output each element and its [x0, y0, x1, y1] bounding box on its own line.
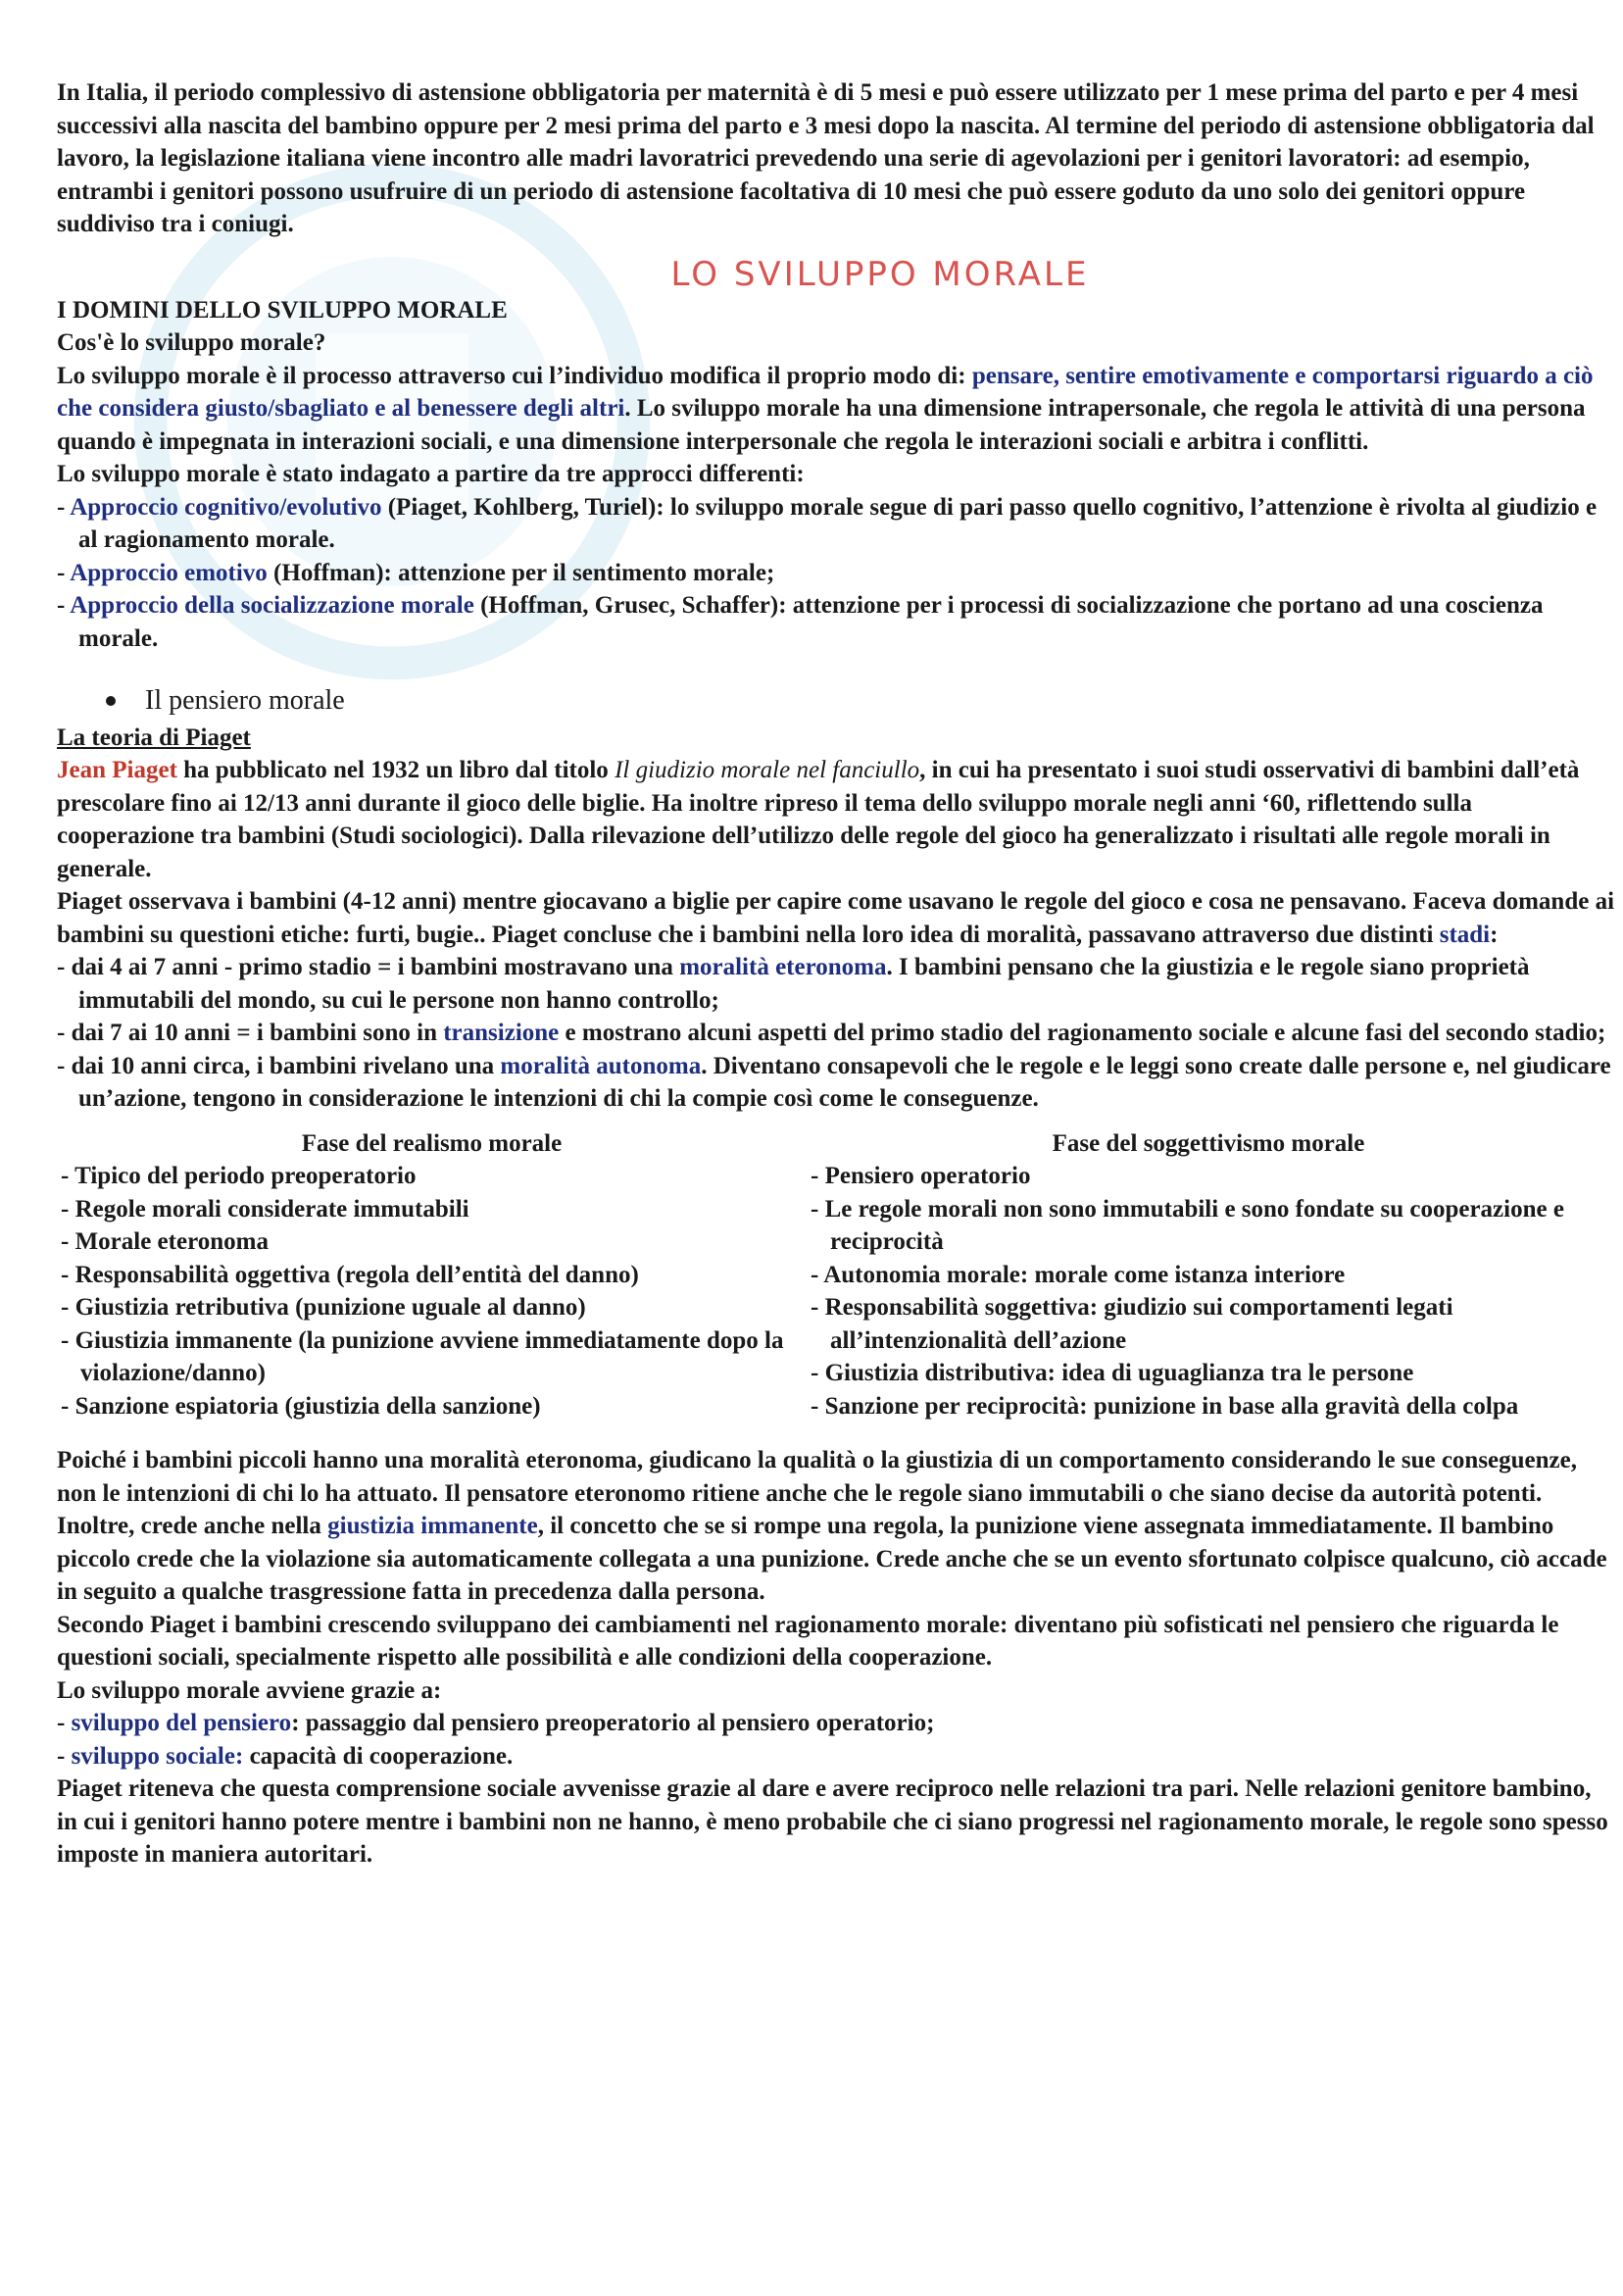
- subheading-piaget: La teoria di Piaget: [57, 724, 251, 751]
- approach-name: Approccio cognitivo/evolutivo: [70, 493, 382, 521]
- list-dash: -: [57, 559, 71, 586]
- page-title: LO SVILUPPO MORALE: [670, 254, 1090, 294]
- phase-item: - Regole morali considerate immutabili: [61, 1195, 469, 1223]
- phases-columns: [57, 1127, 1615, 1423]
- c1-text-a: Poiché i bambini piccoli hanno una moralità eteronoma, giudicano la qualità o la giustizia di un comportamento considerando le sue conseguenze, non le intenzioni di chi lo ha attuato. Il pensatore eteronomo ritiene anche che le regole siano immutabili o che siano decise da autorità potenti. Inoltre, crede anche nella: [57, 1447, 1578, 1539]
- approach-name: Approccio emotivo: [70, 559, 268, 586]
- stage-text-b: . Diventano consapevoli che le regole e le leggi sono create dalle persone e, nel giudicare un’azione, tengono in considerazione le intenzioni di chi la compie così come le conseguenze.: [78, 1052, 1611, 1112]
- author-name: Jean Piaget: [57, 757, 177, 783]
- list-item-development: [57, 1707, 1615, 1740]
- phase-item: - Giustizia retributiva (punizione uguale al danno): [61, 1294, 586, 1321]
- bullet-heading-text: Il pensiero morale: [145, 685, 345, 716]
- development-name: sviluppo del pensiero: [71, 1710, 292, 1736]
- list-item-development: [57, 1740, 1615, 1773]
- p2-text-b: :: [1490, 921, 1499, 948]
- phase-item: - Morale eteronoma: [61, 1228, 269, 1255]
- section-heading: I DOMINI DELLO SVILUPPO MORALE: [57, 296, 508, 324]
- development-desc: : passaggio dal pensiero preoperatorio al pensiero operatorio;: [291, 1710, 935, 1736]
- list-dash: -: [57, 1020, 72, 1046]
- approach-desc: (Piaget, Kohlberg, Turiel): lo sviluppo morale segue di pari passo quello cognitivo, l’attenzione è rivolta al giudizio e al ragionamento morale.: [78, 493, 1598, 553]
- c1-text-b: , il concetto che se si rompe una regola, la punizione viene assegnata immediatamente. Il bambino piccolo crede che la violazione sia automaticamente collegata a una punizione. Crede anche che se un evento sfortunato colpisce qualcuno, ciò accade in seguito a qualche trasgressione fatta in precedenza dalla persona.: [57, 1513, 1607, 1605]
- definition-text-a: Lo sviluppo morale è il processo attraverso cui l’individuo modifica il proprio modo di:: [57, 362, 972, 389]
- phase-item: - Le regole morali non sono immutabili e sono fondate su cooperazione e reciprocità: [811, 1195, 1564, 1255]
- approaches-intro: Lo sviluppo morale è stato indagato a partire da tre approcci differenti:: [57, 461, 805, 487]
- conclusion-paragraph-3: Lo sviluppo morale avviene grazie a:: [57, 1676, 442, 1704]
- p2-text-a: Piaget osservava i bambini (4-12 anni) mentre giocavano a biglie per capire come usavano le regole del gioco e cosa ne pensavano. Faceva domande ai bambini su questioni etiche: furti, bugie.. Piaget concluse che i bambini nella loro idea di moralità, passavano attraverso due distinti: [57, 888, 1615, 948]
- book-title: Il giudizio morale nel fanciullo: [615, 757, 920, 783]
- list-dash: -: [57, 954, 72, 980]
- phase-item: - Responsabilità soggettiva: giudizio sui comportamenti legati all’intenzionalità dell’azione: [811, 1294, 1453, 1354]
- phase-item: - Tipico del periodo preoperatorio: [61, 1163, 417, 1189]
- list-item-approach: [57, 491, 1615, 557]
- c1-highlight: giustizia immanente: [327, 1513, 538, 1539]
- stage-text-b: . I bambini pensano che la giustizia e le regole siano proprietà immutabili del mondo, su cui le persone non hanno controllo;: [78, 954, 1530, 1014]
- approach-name: Approccio della socializzazione morale: [70, 592, 474, 619]
- stage-text-a: dai 4 ai 7 anni - primo stadio = i bambini mostravano una: [71, 954, 680, 980]
- stage-highlight: moralità autonoma: [500, 1052, 702, 1079]
- piaget-paragraph-2: [57, 885, 1615, 951]
- p1-text-a: ha pubblicato nel 1932 un libro dal titolo: [176, 757, 615, 783]
- development-name: sviluppo sociale:: [71, 1742, 244, 1770]
- stage-highlight: moralità eteronoma: [679, 954, 887, 980]
- conclusion-paragraph-2: Secondo Piaget i bambini crescendo sviluppano dei cambiamenti nel ragionamento morale: diventano più sofisticati nel pensiero che riguarda le questioni sociali, specialmente rispetto alle possibilità e alle condizioni della cooperazione.: [57, 1611, 1559, 1671]
- approach-desc: (Hoffman, Grusec, Schaffer): attenzione per i processi di socializzazione che portano ad una coscienza morale.: [78, 592, 1544, 652]
- bullet-dot-icon: [106, 696, 116, 706]
- conclusion-paragraph-4: Piaget riteneva che questa comprensione sociale avvenisse grazie al dare e avere reciproco nelle relazioni tra pari. Nelle relazioni genitore bambino, in cui i genitori hanno potere mentre i bambini non ne hanno, è meno probabile che ci siano progressi nel ragionamento morale, le regole sono spesso imposte in maniera autoritari.: [57, 1775, 1608, 1868]
- phase-item: - Responsabilità oggettiva (regola dell’entità del danno): [61, 1261, 639, 1288]
- piaget-paragraph-1: [57, 754, 1615, 885]
- phase-column-left: [57, 1127, 807, 1423]
- stage-text-a: dai 10 anni circa, i bambini rivelano una: [71, 1052, 501, 1079]
- bullet-heading: [57, 684, 1615, 718]
- list-item-stage: [57, 1050, 1615, 1116]
- phase-item: - Giustizia immanente (la punizione avviene immediatamente dopo la violazione/danno): [61, 1326, 784, 1386]
- stage-text-a: dai 7 ai 10 anni = i bambini sono in: [71, 1020, 444, 1046]
- list-item-stage: [57, 1017, 1615, 1050]
- list-item-approach: [57, 557, 1615, 590]
- phase-item: - Giustizia distributiva: idea di uguaglianza tra le persone: [811, 1360, 1414, 1386]
- phase-heading-right: Fase del soggettivismo morale: [1052, 1129, 1365, 1157]
- question-line: Cos'è lo sviluppo morale?: [57, 329, 326, 356]
- phase-item: - Pensiero operatorio: [811, 1163, 1031, 1189]
- list-dash: -: [57, 1052, 72, 1079]
- list-dash: -: [57, 1742, 72, 1770]
- conclusion-paragraph-1: [57, 1444, 1615, 1609]
- list-dash: -: [57, 493, 71, 521]
- list-dash: -: [57, 1710, 72, 1736]
- p1-text-b: , in cui ha presentato i suoi studi osservativi di bambini dall’età prescolare fino ai 12/13 anni durante il gioco delle biglie. Ha inoltre ripreso il tema dello sviluppo morale negli anni ‘60, riflettendo sulla cooperazione tra bambini (Studi sociologici). Dalla rilevazione dell’utilizzo delle regole del gioco ha generalizzato i risultati alle regole morali in generale.: [57, 757, 1580, 882]
- definition-highlight: pensare, sentire emotivamente e comportarsi riguardo a ciò che considera giusto/sbagliato e al benessere degli altri: [57, 362, 1594, 422]
- list-item-stage: [57, 951, 1615, 1017]
- phase-heading-left: Fase del realismo morale: [301, 1129, 563, 1157]
- list-item-approach: [57, 589, 1615, 655]
- p2-highlight: stadi: [1439, 921, 1491, 948]
- phase-item: - Autonomia morale: morale come istanza interiore: [811, 1261, 1346, 1288]
- intro-paragraph: In Italia, il periodo complessivo di astensione obbligatoria per maternità è di 5 mesi e può essere utilizzato per 1 mese prima del parto e per 4 mesi successivi alla nascita del bambino oppure per 2 mesi prima del parto e 3 mesi dopo la nascita. Al termine del periodo di astensione obbligatoria dal lavoro, la legislazione italiana viene incontro alle madri lavoratrici prevedendo una serie di agevolazioni per i genitori lavoratori: ad esempio, entrambi i genitori possono usufruire di un periodo di astensione facoltativa di 10 mesi che può essere goduto da uno solo dei genitori oppure suddiviso tra i coniugi.: [57, 79, 1595, 237]
- approach-desc: (Hoffman): attenzione per il sentimento morale;: [267, 559, 775, 586]
- phase-item: - Sanzione per reciprocità: punizione in base alla gravità della colpa: [811, 1392, 1519, 1420]
- stage-text-b: e mostrano alcuni aspetti del primo stadio del ragionamento sociale e alcune fasi del secondo stadio;: [559, 1020, 1606, 1046]
- definition-paragraph: [57, 360, 1615, 459]
- document-page: [57, 76, 1615, 1872]
- definition-text-b: . Lo sviluppo morale ha una dimensione intrapersonale, che regola le attività di una persona quando è impegnata in interazioni sociali, e una dimensione interpersonale che regola le interazioni sociali e arbitra i conflitti.: [57, 395, 1586, 455]
- list-dash: -: [57, 592, 71, 619]
- stage-highlight: transizione: [443, 1020, 560, 1046]
- phase-item: - Sanzione espiatoria (giustizia della sanzione): [61, 1392, 541, 1420]
- development-desc: capacità di cooperazione.: [243, 1742, 514, 1770]
- phase-column-right: [807, 1127, 1610, 1423]
- spacer: [57, 1423, 1615, 1444]
